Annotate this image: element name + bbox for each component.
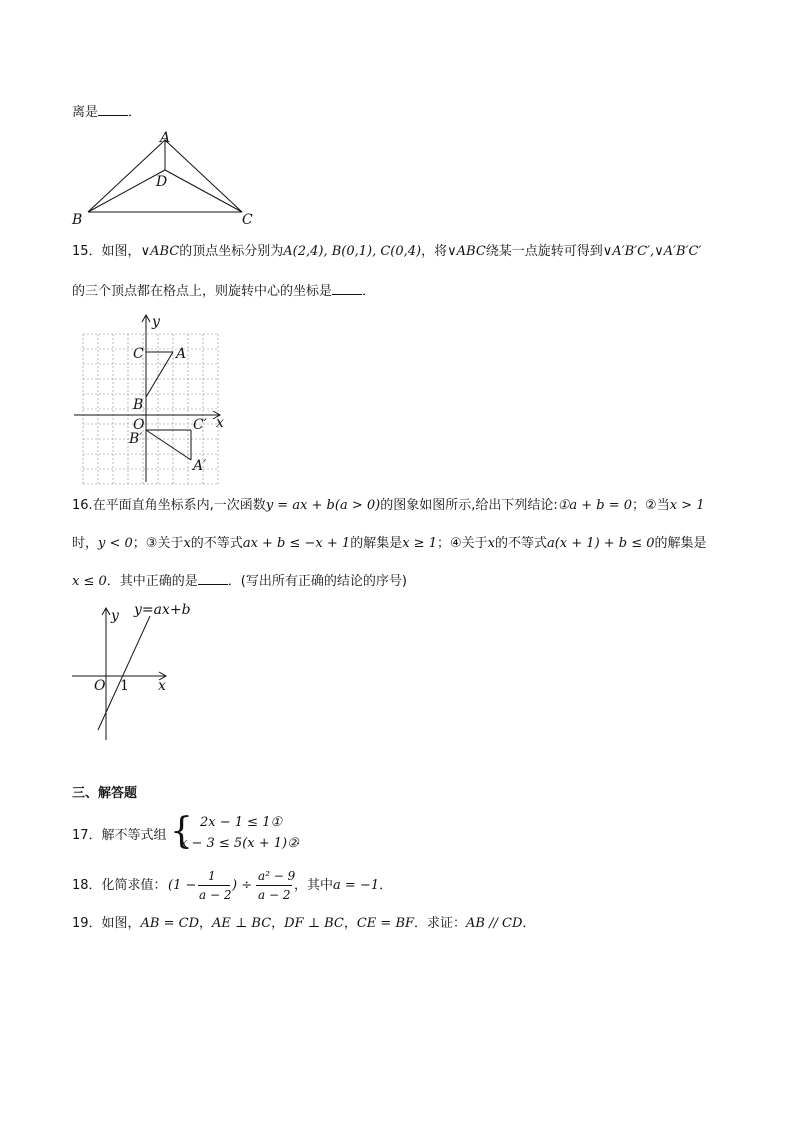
q19-sep-2: ，: [271, 916, 285, 931]
q16-conclusion-2a: ②当: [645, 498, 670, 513]
q17-number: 17．解不等式组: [72, 828, 167, 843]
q19-text-a: 19．如图，: [72, 916, 141, 931]
q17-equation-1: 2x − 1 ≤ 1①: [200, 815, 283, 830]
fig15-label-O: O: [133, 417, 145, 433]
q18-expr-open: (1 −: [168, 878, 197, 893]
fig15-x-label: x: [216, 415, 224, 431]
q16-text-b: 的图象如图所示,给出下列结论:: [380, 498, 558, 513]
fig15-label-A: A: [176, 346, 187, 362]
q16-solution-4: x ≤ 0: [72, 574, 107, 589]
q14-tail: [72, 104, 141, 121]
q16-conclusion-1: ①a + b = 0: [557, 498, 633, 513]
q16-text-2e: ；④关于: [436, 536, 488, 551]
q19-sep-3: ，: [343, 916, 357, 931]
q15-triangle: ∨ABC: [140, 244, 180, 259]
q19-eq-2: AE ⊥ BC: [212, 916, 272, 931]
q19-line: [72, 916, 535, 932]
q16-text-2b: ；③关于: [132, 536, 184, 551]
q16-sep1: ；: [632, 498, 646, 513]
q14-end: ．: [128, 105, 142, 120]
q17-equation-2: x − 3 ≤ 5(x + 1)②: [180, 836, 299, 851]
fig14-label-C: C: [242, 212, 253, 228]
answer-blank: [198, 573, 228, 585]
q14-tail-text: 离是: [72, 105, 99, 120]
q19-eq-1: AB = CD: [140, 916, 200, 931]
q16-inequality-3: ax + b ≤ −x + 1: [242, 536, 351, 551]
q15-coords: A(2,4), B(0,1), C(0,4): [283, 244, 422, 259]
section-3-title: 三、解答题: [72, 786, 138, 801]
fig15-label-C: C: [133, 346, 144, 362]
fig16-y-label: y: [111, 608, 119, 624]
q16-function: y = ax + b(a > 0): [265, 498, 381, 513]
q15-end: ．: [362, 284, 376, 299]
q19-sep-1: ，: [199, 916, 213, 931]
q16-inequality-4: a(x + 1) + b ≤ 0: [546, 536, 655, 551]
answer-blank: [98, 104, 128, 116]
q15-number: 15．: [72, 244, 102, 259]
q18-expr-close: ) ÷: [232, 878, 253, 893]
q16-conclusion-2-cond: x > 1: [669, 498, 705, 513]
q16-text-2d: 的解集是: [350, 536, 403, 551]
q16-xvar2: x: [487, 536, 495, 551]
fig15-label-A1: A′: [193, 458, 207, 474]
q16-text-2a: 时，: [72, 536, 99, 551]
q16-line3: [72, 573, 407, 590]
figure-15-grid: [72, 312, 242, 482]
q19-eq-5: AB // CD: [466, 916, 523, 931]
q16-text-3b: ．(写出所有正确的结论的序号): [227, 574, 407, 589]
q16-conclusion-2-result: y < 0: [98, 536, 133, 551]
q16-line1: [72, 498, 704, 514]
q16-text-a: 16.在平面直角坐标系内,一次函数: [72, 498, 266, 513]
q15-text-line2: 的三个顶点都在格点上，则旋转中心的坐标是: [72, 284, 333, 299]
q18-frac1-bar: [198, 885, 230, 886]
q18-number: 18．化简求值：: [72, 878, 167, 893]
q18-tail: [294, 878, 392, 894]
q15-triangle3: ∨A′B′C′,∨A′B′C′: [602, 244, 702, 259]
q16-xvar: x: [183, 536, 191, 551]
q18-condition: a = −1: [333, 878, 380, 893]
q15-text-b: 的顶点坐标分别为: [179, 244, 284, 259]
fig15-label-C1: C′: [193, 417, 207, 433]
q16-text-2g: 的解集是: [654, 536, 707, 551]
q16-text-2c: 的不等式: [190, 536, 243, 551]
q15-triangle2: ∨ABC: [447, 244, 486, 259]
q15-text-c: ，将: [421, 244, 448, 259]
q16-text-3a: ．其中正确的是: [106, 574, 198, 589]
q18-frac1-num: 1: [208, 869, 216, 883]
fig16-function-label: y=ax+b: [134, 602, 191, 618]
q19-eq-3: DF ⊥ BC: [284, 916, 344, 931]
q18-frac2-den: a − 2: [258, 888, 291, 902]
fig14-label-A: A: [160, 130, 171, 146]
fig14-label-D: D: [156, 174, 168, 190]
q19-end: ．: [522, 916, 536, 931]
figure-14-triangle: [70, 130, 310, 230]
q19-eq-4: CE = BF: [356, 916, 415, 931]
q15-text-a: 如图，: [101, 244, 141, 259]
q18-tail-text: ，其中: [294, 878, 334, 893]
q18-frac1-den: a − 2: [199, 888, 232, 902]
figure-16-graph: [70, 600, 210, 750]
fig15-label-B: B: [133, 397, 144, 413]
q18-frac2-bar: [256, 885, 292, 886]
q16-line2: [72, 536, 707, 552]
q17-end: ．: [296, 833, 310, 848]
answer-blank: [332, 283, 362, 295]
q18-end: ．: [379, 878, 393, 893]
q15-line2: [72, 283, 375, 300]
fig15-y-label: y: [152, 314, 160, 330]
fig16-label-O: O: [94, 678, 106, 694]
q17-brace: {: [170, 811, 193, 852]
q16-text-2f: 的不等式: [494, 536, 547, 551]
fig15-label-B1: B′: [129, 431, 143, 447]
fig16-x-label: x: [158, 678, 166, 694]
fig14-label-B: B: [72, 212, 83, 228]
q19-text-b: ．求证：: [414, 916, 467, 931]
q15-text-d: 绕某一点旋转可得到: [485, 244, 603, 259]
q15-line1: [72, 244, 701, 260]
q18-frac2-num: a² − 9: [258, 869, 296, 883]
q16-solution-3: x ≥ 1: [402, 536, 437, 551]
fig16-label-1: 1: [120, 678, 129, 694]
